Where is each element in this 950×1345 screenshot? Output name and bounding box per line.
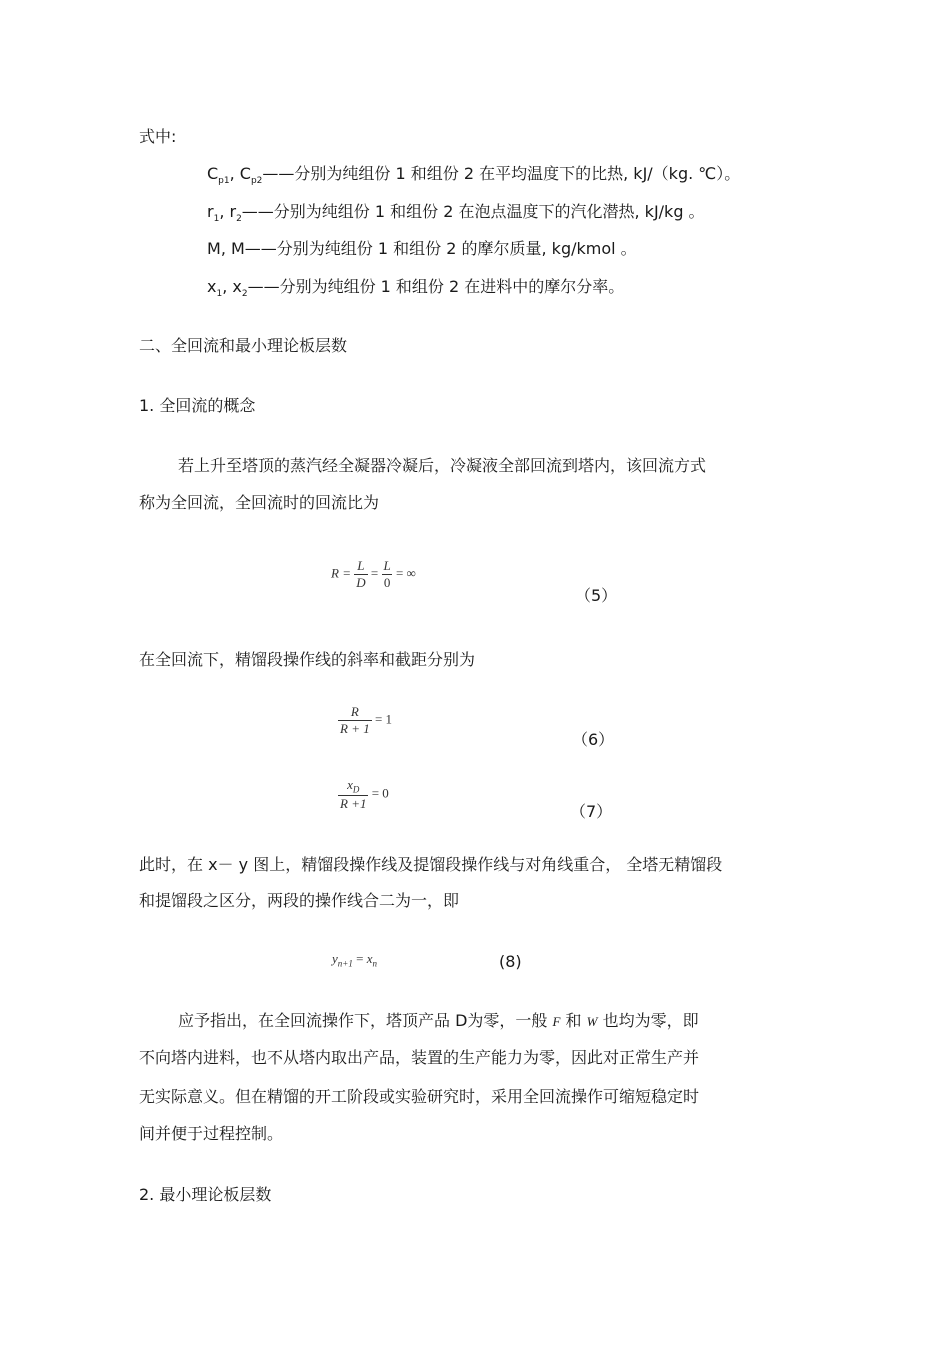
equation-8-number: (8) xyxy=(499,952,522,971)
equation-6-number: （6） xyxy=(572,730,615,749)
paragraph-2-line-1: 此时，在 x－ y 图上，精馏段操作线及提馏段操作线与对角线重合， 全塔无精馏段 xyxy=(139,855,723,874)
equation-6: $\frac{R}{R + 1}$ = 1 xyxy=(340,704,393,736)
equation-7: $\frac{x_D}{R +1}$ = 0 xyxy=(340,777,389,811)
paragraph-3-line-1: 应予指出，在全回流操作下，塔顶产品 D为零，一般 F 和 W 也均为零，即 xyxy=(178,1011,699,1030)
definition-cp: $C_{p1}$, $C_{p2}——$分别为纯组份 1 和组份 2 在平均温度下的比热, kJ/（kg. ℃）。 xyxy=(207,164,741,187)
equation-5-number: （5） xyxy=(575,586,618,605)
fraction-r-over-r-plus-1: $\frac{R}{R + 1}$ xyxy=(340,704,370,736)
paragraph-2-line-2: 和提馏段之区分，两段的操作线合二为一，即 xyxy=(139,891,460,910)
fraction-l-over-zero: $\frac{L}{0}$ xyxy=(383,558,391,590)
subsection-1-title: 1. 全回流的概念 xyxy=(139,396,256,415)
equation-7-number: （7） xyxy=(570,802,613,821)
subsection-2-title: 2. 最小理论板层数 xyxy=(139,1185,272,1204)
section-2-title: 二、全回流和最小理论板层数 xyxy=(139,336,348,355)
paragraph-1-line-1: 若上升至塔顶的蒸汽经全凝器冷凝后，冷凝液全部回流到塔内，该回流方式 xyxy=(178,456,707,475)
paragraph-1-line-2: 称为全回流，全回流时的回流比为 xyxy=(139,493,380,512)
paragraph-3-line-2: 不向塔内进料，也不从塔内取出产品，装置的生产能力为零，因此对正常生产并 xyxy=(139,1048,700,1067)
definition-m: M, M——分别为纯组份 1 和组份 2 的摩尔质量, kg/kmol 。 xyxy=(207,239,637,258)
definition-x: $x_1$, $x_2——$分别为纯组份 1 和组份 2 在进料中的摩尔分率。 xyxy=(207,277,625,300)
paragraph-3-line-3: 无实际意义。但在精馏的开工阶段或实验研究时，采用全回流操作可缩短稳定时 xyxy=(139,1087,700,1106)
fraction-l-over-d: $\frac{L}{D}$ xyxy=(356,558,366,590)
fraction-xd-over-r-plus-1: $\frac{x_D}{R +1}$ xyxy=(340,777,367,811)
paragraph-3-line-4: 间并便于过程控制。 xyxy=(139,1124,284,1143)
equation-5: R = $\frac{L}{D}$ = $\frac{L}{0}$ = ∞ xyxy=(331,558,416,590)
formula-intro: 式中: xyxy=(139,127,177,146)
slope-intercept-line: 在全回流下，精馏段操作线的斜率和截距分别为 xyxy=(139,650,476,669)
definition-r: $r_1$, $r_2——$分别为纯组份 1 和组份 2 在泡点温度下的汽化潜热, kJ/kg 。 xyxy=(207,202,705,225)
equation-8: $y_{n+1} = x_n$ xyxy=(332,951,377,969)
